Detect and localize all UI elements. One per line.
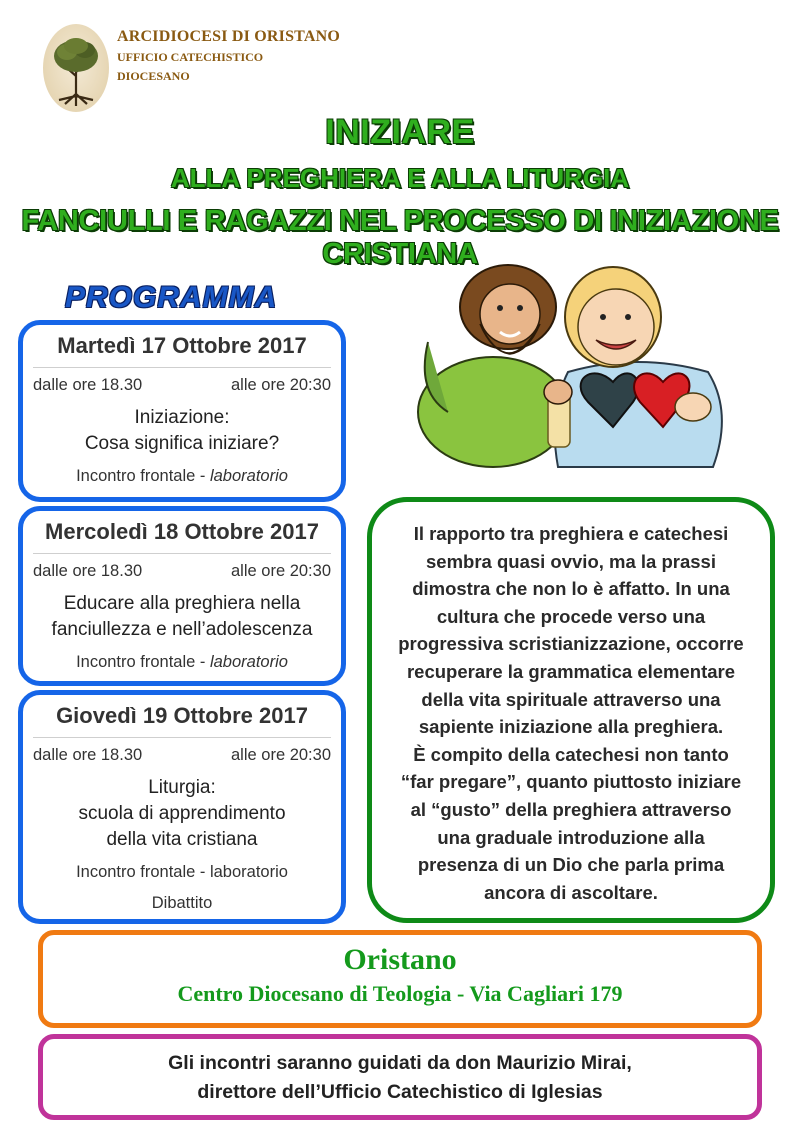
session-format: Incontro frontale - laboratorio (76, 863, 288, 881)
session-topic-line2: scuola di apprendimento (78, 803, 286, 824)
session-start-time: dalle ore 18.30 (33, 746, 143, 764)
session-topic-line1: Iniziazione: (134, 407, 230, 428)
location-city: Oristano (343, 943, 457, 976)
guide-line2: direttore dell’Ufficio Catechistico di Iglesias (197, 1081, 603, 1103)
session-date: Martedì 17 Ottobre 2017 (33, 333, 331, 368)
session-end-time: alle ore 20:30 (231, 562, 331, 580)
session-topic-line2: fanciullezza e nell’adolescenza (51, 619, 313, 640)
description-box (367, 497, 775, 923)
title-line1: INIZIARE (325, 113, 475, 151)
jesus-and-child-hearts-illustration (408, 262, 738, 470)
session-topic (23, 405, 341, 457)
office-name-line1: UFFICIO CATECHISTICO (117, 50, 264, 64)
session-format (23, 653, 341, 672)
org-name: ARCIDIOCESI DI ORISTANO (117, 28, 341, 45)
session-date: Mercoledì 18 Ottobre 2017 (33, 519, 331, 554)
session-start-time: dalle ore 18.30 (33, 562, 143, 580)
office-name-line2: DIOCESANO (117, 69, 190, 83)
session-format (23, 467, 341, 486)
session-topic-line1: Liturgia: (148, 777, 216, 798)
session-topic-line2: Cosa significa iniziare? (84, 433, 280, 454)
session-date: Giovedì 19 Ottobre 2017 (33, 703, 331, 738)
tree-icon (43, 24, 109, 112)
session-start-time: dalle ore 18.30 (33, 376, 143, 394)
guide-line1: Gli incontri saranno guidati da don Maurizio Mirai, (168, 1052, 632, 1074)
session-format-lab: laboratorio (209, 653, 288, 671)
session-format-main: Incontro frontale - (76, 467, 210, 485)
session-card-3 (18, 690, 346, 924)
session-card-1 (18, 320, 346, 502)
title-line3: FANCIULLI E RAGAZZI NEL PROCESSO DI INIZIAZIONE CRISTIANA (21, 205, 779, 270)
diocese-logo (43, 24, 109, 112)
guide-box (38, 1034, 762, 1120)
description-text: Il rapporto tra preghiera e catechesi sembra quasi ovvio, ma la prassi dimostra che non lo è affatto. In una cultura che procede verso una progressiva scristianizzazione, occorre recuperare la grammatica elementare della vita spirituale attraverso una sapiente iniziazione alla preghiera. È compito della catechesi non tanto “far pregare”, quanto piuttosto iniziare al “gusto” della preghiera attraverso una graduale introduzione alla presenza di un Dio che parla prima ancora di ascoltare. (398, 523, 744, 903)
session-times (33, 376, 331, 395)
session-end-time: alle ore 20:30 (231, 376, 331, 394)
session-format-lab: laboratorio (209, 467, 288, 485)
session-end-time: alle ore 20:30 (231, 746, 331, 764)
session-times (33, 746, 331, 765)
location-box (38, 930, 762, 1028)
session-topic-line1: Educare alla preghiera nella (63, 593, 301, 614)
programma-heading: PROGRAMMA (65, 281, 278, 314)
diocese-heading (117, 28, 340, 84)
location-address: Centro Diocesano di Teologia - Via Cagliari 179 (177, 981, 623, 1006)
session-topic (23, 591, 341, 643)
session-times (33, 562, 331, 581)
session-extra: Dibattito (151, 894, 213, 912)
session-card-2 (18, 506, 346, 686)
session-format-main: Incontro frontale - (76, 653, 210, 671)
title-line2: ALLA PREGHIERA E ALLA LITURGIA (170, 163, 630, 193)
session-topic (23, 775, 341, 853)
session-topic-line3: della vita cristiana (106, 829, 258, 850)
